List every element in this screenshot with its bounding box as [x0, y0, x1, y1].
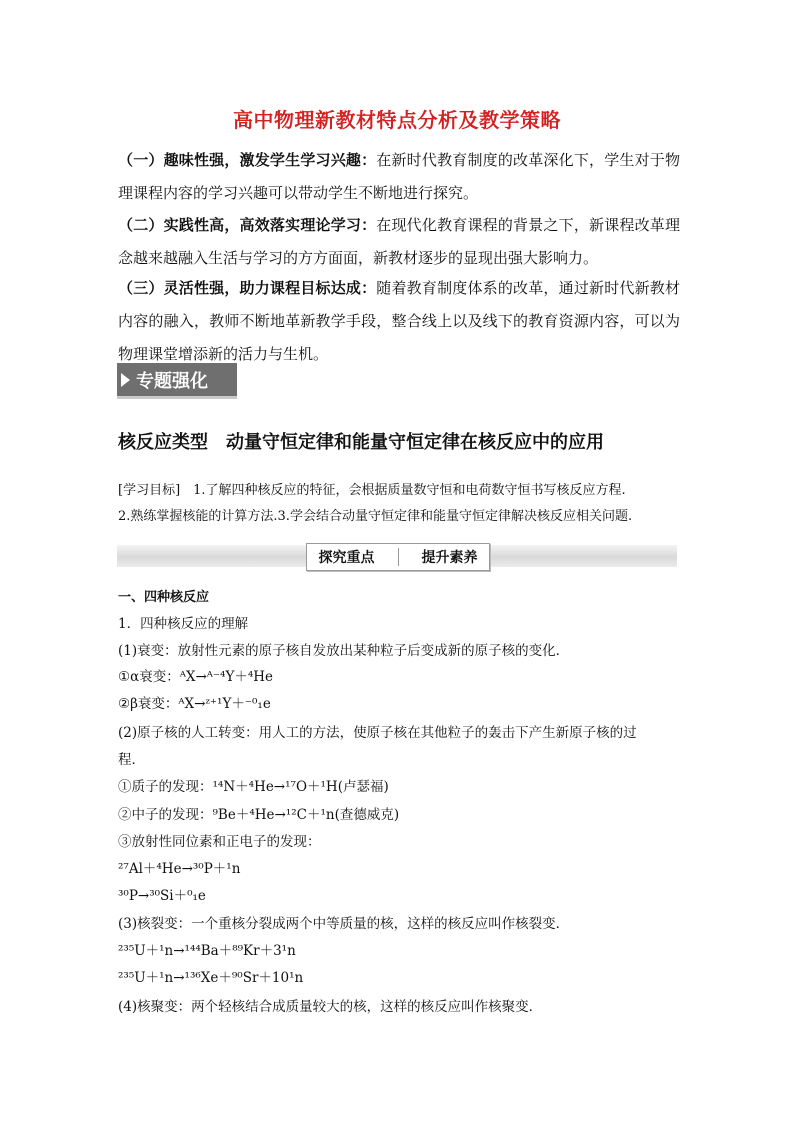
page-title: 高中物理新教材特点分析及教学策略 [233, 108, 561, 132]
section-1-heading: 一、四种核反应 [118, 590, 210, 605]
beta-decay: ②β衰变：ᴬX→ᶻ⁺¹Y＋⁻⁰₁e [118, 696, 271, 712]
topic-banner [117, 363, 237, 399]
intro-lead-2: （二）实践性高，高效落实理论学习： [118, 216, 377, 234]
intro-lead-3: （三）灵活性强，助力课程目标达成： [118, 279, 377, 297]
item-1: 1．四种核反应的理解 [118, 616, 249, 632]
intro-paragraph-2 [118, 209, 680, 275]
neutron-discovery: ②中子的发现：⁹Be＋⁴He→¹²C＋¹n(查德威克) [118, 807, 400, 823]
bar-label-left: 探究重点 [318, 550, 375, 566]
learning-goals-line-2: 2.熟练掌握核能的计算方法.3.学会结合动量守恒定律和能量守恒定律解决核反应相关问题. [118, 509, 633, 524]
intro-text-3: 随着教育制度体系的改革，通过新时代新教材内容的融入，教师不断地革新教学手段，整合线上以及线下的教育资源内容，可以为物理课堂增添新的活力与生机。 [118, 279, 680, 363]
intro-paragraph-3 [118, 272, 680, 371]
intro-text-2: 在现代化教育课程的背景之下，新课程改革理念越来越融入生活与学习的方方面面，新教材逐步的显现出强大影响力。 [118, 216, 680, 267]
intro-text-1: 在新时代教育制度的改革深化下，学生对于物理课程内容的学习兴趣可以带动学生不断地进行探究。 [118, 151, 680, 202]
positron-discovery: ③放射性同位素和正电子的发现： [118, 834, 321, 850]
section-bar-label [306, 543, 490, 571]
heading-part-1: 核反应类型 [118, 432, 208, 453]
intro-paragraph-1 [118, 144, 680, 210]
equation-2: ³⁰P→³⁰Si＋⁰₁e [118, 888, 206, 904]
fission-definition: (3)核裂变：一个重核分裂成两个中等质量的核，这样的核反应叫作核裂变． [118, 916, 570, 932]
bar-label-right: 提升素养 [421, 550, 478, 566]
proton-discovery: ①质子的发现：¹⁴N＋⁴He→¹⁷O＋¹H(卢瑟福) [118, 779, 389, 795]
equation-3: ²³⁵U＋¹n→¹⁴⁴Ba＋⁸⁹Kr＋3¹n [118, 943, 296, 959]
learning-goals-line-1: [学习目标] 1.了解四种核反应的特征，会根据质量数守恒和电荷数守恒书写核反应方程. [118, 483, 626, 498]
alpha-decay: ①α衰变：ᴬX→ᴬ⁻⁴Y＋⁴He [118, 669, 274, 685]
equation-4: ²³⁵U＋¹n→¹³⁶Xe＋⁹⁰Sr＋10¹n [118, 970, 304, 986]
play-arrow-icon [121, 373, 130, 387]
equation-1: ²⁷Al＋⁴He→³⁰P＋¹n [118, 861, 241, 877]
artificial-transmutation-2: 程． [118, 752, 145, 768]
topic-banner-label: 专题强化 [136, 370, 208, 392]
bar-divider [398, 548, 399, 566]
artificial-transmutation-1: (2)原子核的人工转变：用人工的方法，使原子核在其他粒子的轰击下产生新原子核的过 [118, 725, 637, 741]
heading-part-2: 动量守恒定律和能量守恒定律在核反应中的应用 [226, 432, 604, 453]
section-heading [118, 428, 698, 454]
fusion-definition: (4)核聚变：两个轻核结合成质量较大的核，这样的核反应叫作核聚变． [118, 999, 543, 1015]
decay-definition: (1)衰变：放射性元素的原子核自发放出某种粒子后变成新的原子核的变化． [118, 643, 570, 659]
intro-lead-1: （一）趣味性强，激发学生学习兴趣： [118, 151, 377, 169]
